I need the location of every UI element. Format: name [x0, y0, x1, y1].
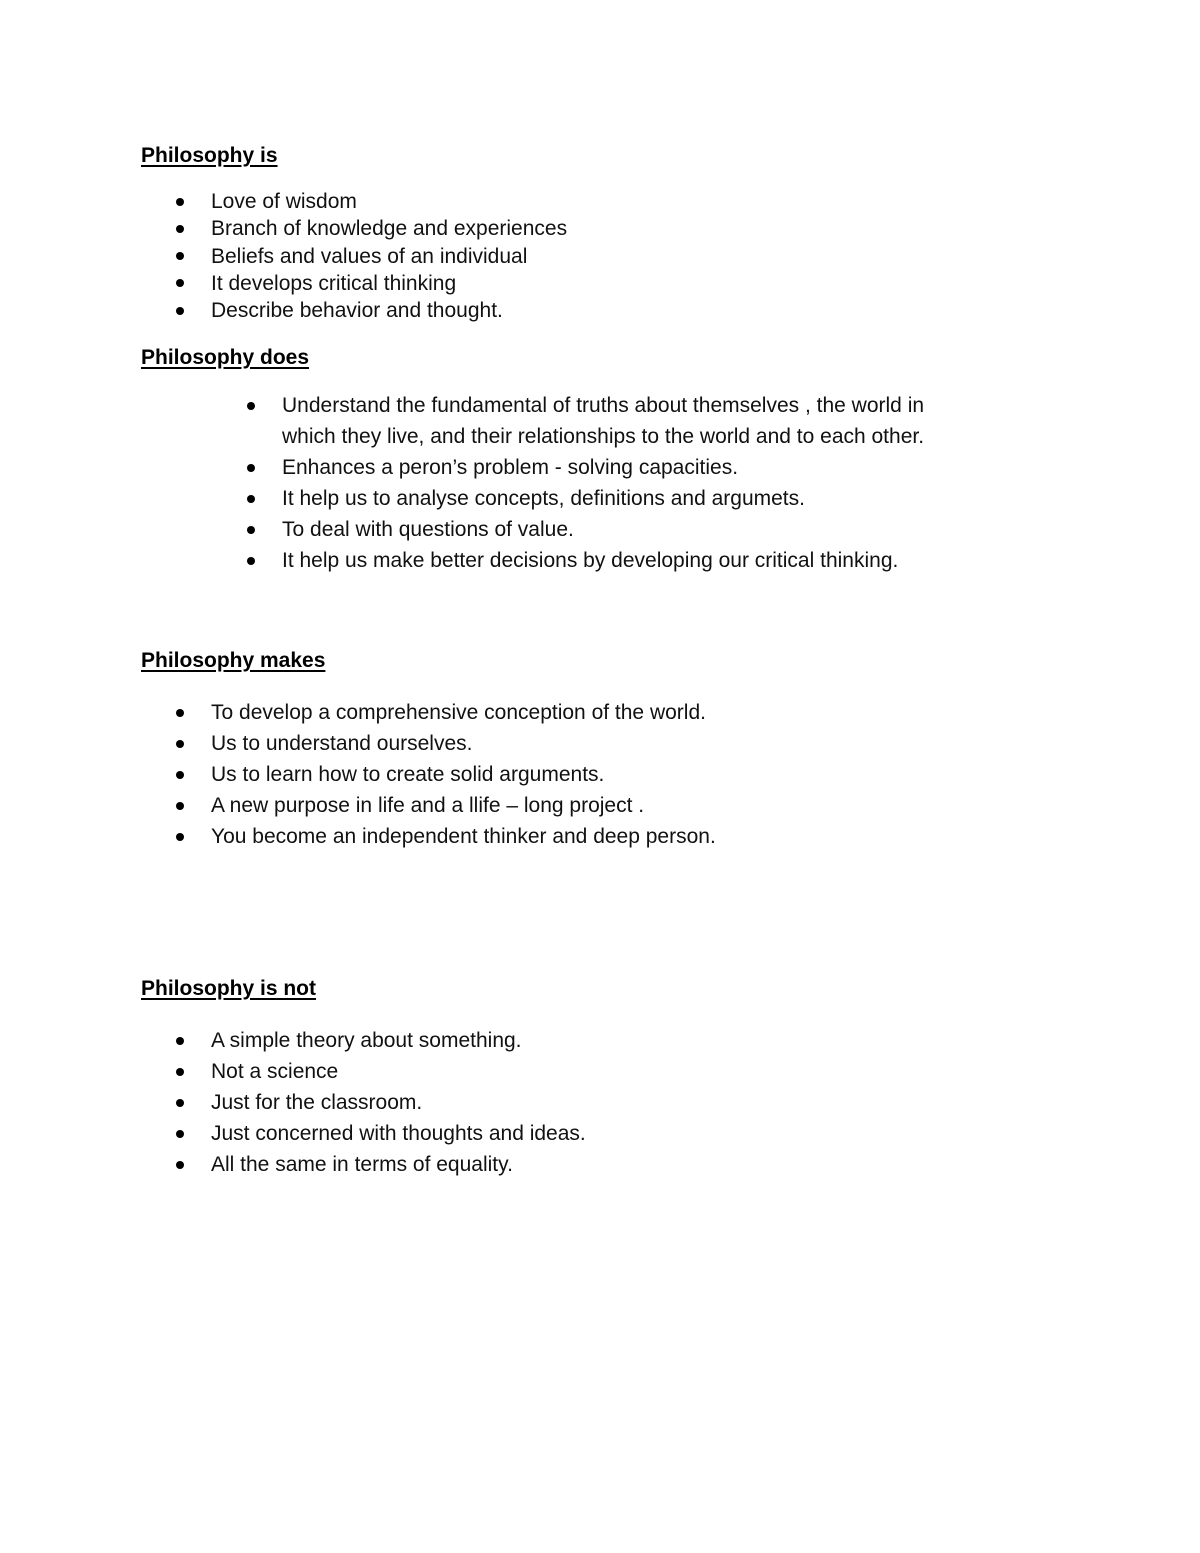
bullet-icon	[176, 279, 184, 287]
section-heading-philosophy-makes: Philosophy makes	[141, 649, 326, 672]
list-item: To deal with questions of value.	[282, 514, 924, 545]
bullet-list-philosophy-makes	[211, 697, 716, 852]
list-item: Love of wisdom	[211, 188, 567, 215]
list-item: All the same in terms of equality.	[211, 1149, 586, 1180]
bullet-icon	[247, 526, 255, 534]
list-item: Beliefs and values of an individual	[211, 243, 567, 270]
list-item: Us to understand ourselves.	[211, 728, 716, 759]
list-item: You become an independent thinker and deep person.	[211, 821, 716, 852]
list-item: Not a science	[211, 1056, 586, 1087]
bullet-list-philosophy-is	[211, 188, 567, 324]
section-heading-philosophy-is: Philosophy is	[141, 144, 278, 167]
bullet-icon	[176, 307, 184, 315]
list-item: A simple theory about something.	[211, 1025, 586, 1056]
list-item: Just concerned with thoughts and ideas.	[211, 1118, 586, 1149]
list-item: Just for the classroom.	[211, 1087, 586, 1118]
bullet-icon	[176, 1068, 184, 1076]
list-item: It help us make better decisions by developing our critical thinking.	[282, 545, 924, 576]
bullet-icon	[247, 402, 255, 410]
section-heading-philosophy-does: Philosophy does	[141, 346, 310, 369]
list-item: Us to learn how to create solid arguments.	[211, 759, 716, 790]
list-item: Enhances a peron’s problem - solving capacities.	[282, 452, 924, 483]
list-item: It develops critical thinking	[211, 270, 567, 297]
list-item: Understand the fundamental of truths about themselves , the world in which they live, and their relationships to the world and to each other.	[282, 390, 924, 452]
bullet-icon	[176, 1099, 184, 1107]
list-item: It help us to analyse concepts, definitions and argumets.	[282, 483, 924, 514]
bullet-list-philosophy-is-not	[211, 1025, 586, 1180]
section-heading-philosophy-is-not: Philosophy is not	[141, 977, 317, 1000]
list-item: Branch of knowledge and experiences	[211, 215, 567, 242]
list-item: Describe behavior and thought.	[211, 297, 567, 324]
bullet-icon	[176, 709, 184, 717]
bullet-icon	[176, 1130, 184, 1138]
bullet-icon	[176, 252, 184, 260]
bullet-icon	[176, 1037, 184, 1045]
list-item: To develop a comprehensive conception of the world.	[211, 697, 716, 728]
bullet-icon	[176, 740, 184, 748]
bullet-icon	[176, 802, 184, 810]
bullet-icon	[176, 225, 184, 233]
bullet-icon	[247, 495, 255, 503]
bullet-icon	[176, 771, 184, 779]
bullet-icon	[176, 198, 184, 206]
bullet-icon	[247, 557, 255, 565]
list-item: A new purpose in life and a llife – long project .	[211, 790, 716, 821]
bullet-list-philosophy-does	[282, 390, 924, 576]
bullet-icon	[247, 464, 255, 472]
bullet-icon	[176, 1161, 184, 1169]
bullet-icon	[176, 833, 184, 841]
